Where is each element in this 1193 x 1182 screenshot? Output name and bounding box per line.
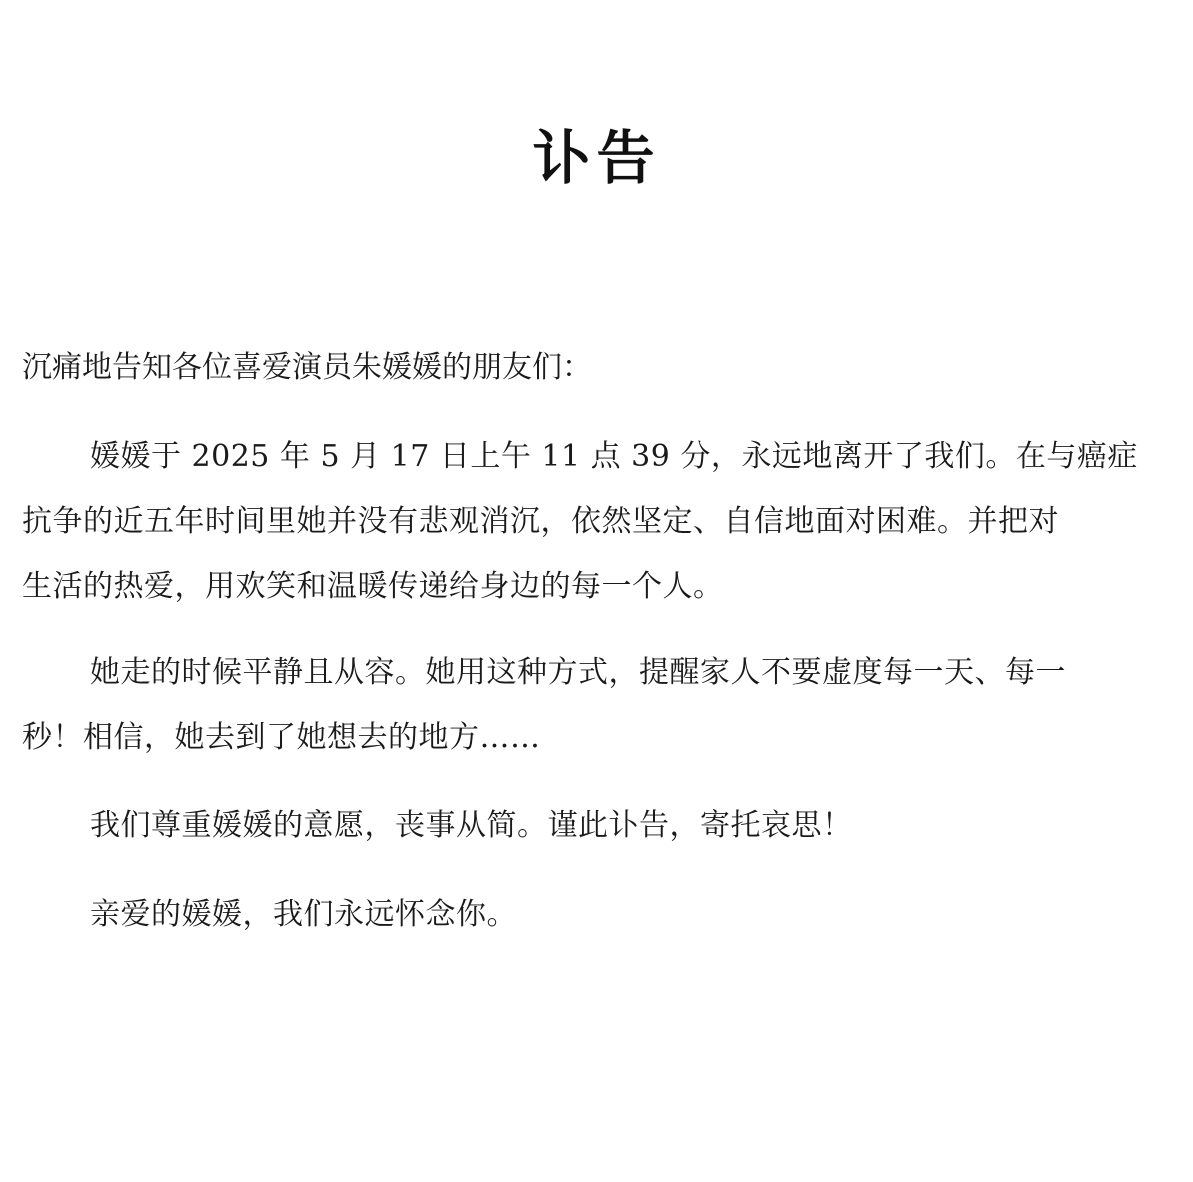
paragraph-funeral-wishes (22, 793, 1170, 858)
paragraph-line: 媛媛于 2025 年 5 月 17 日上午 11 点 39 分，永远地离开了我们。在与癌症 (90, 439, 1138, 474)
greeting-line: 沉痛地告知各位喜爱演员朱媛媛的朋友们： (22, 350, 592, 385)
paragraph-passing-announcement (22, 424, 1170, 619)
paragraph-line: 我们尊重媛媛的意愿，丧事从简。谨此讣告，寄托哀思！ (90, 808, 853, 843)
paragraph-peaceful-passing (22, 640, 1170, 770)
paragraph-line: 她走的时候平静且从容。她用这种方式，提醒家人不要虚度每一天、每一 (90, 655, 1066, 690)
paragraph-farewell (22, 882, 1170, 947)
paragraph-line: 抗争的近五年时间里她并没有悲观消沉，依然坚定、自信地面对困难。并把对 (22, 504, 1059, 539)
document-title: 讣告 (532, 124, 661, 192)
paragraph-line: 秒！相信，她去到了她想去的地方…… (22, 720, 541, 755)
paragraph-line: 生活的热爱，用欢笑和温暖传递给身边的每一个人。 (22, 569, 724, 604)
paragraph-line: 亲爱的媛媛，我们永远怀念你。 (90, 897, 517, 932)
